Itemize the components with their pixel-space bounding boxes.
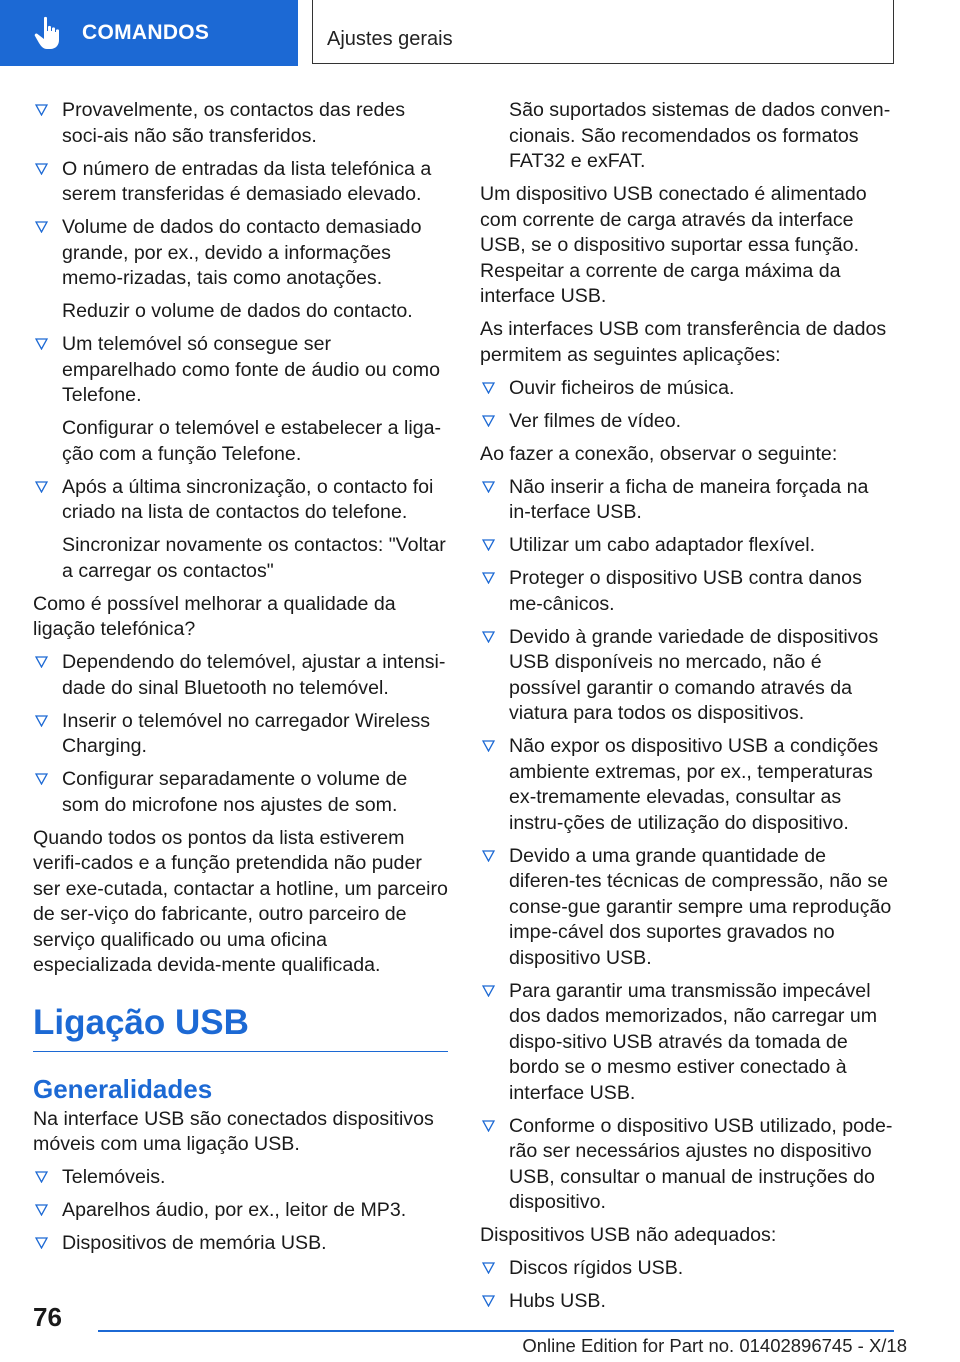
list-item: Não expor os dispositivo USB a condições ambiente extremas, por ex., temperaturas ex‐tremamente elevadas, consultar as instru‐ções de utilização do dispositivo. — [480, 734, 895, 836]
section-heading: Ligação USB — [33, 1003, 448, 1052]
bullet-triangle-icon — [35, 715, 48, 727]
list-item-note: Reduzir o volume de dados do contacto. — [62, 300, 413, 322]
bullet-triangle-icon — [35, 163, 48, 175]
list-item: Devido à grande variedade de dispositivos USB disponíveis no mercado, não é possível garantir o comando através da viatura para todos os dispositivos. — [480, 625, 895, 727]
hand-pointer-icon — [34, 16, 64, 50]
list-item: Devido a uma grande quantidade de diferen‐tes técnicas de compressão, não se conse‐gue garantir sempre uma reprodução impe‐cável dos suportes gravados no dispositivo USB. — [480, 844, 895, 972]
bullet-triangle-icon — [482, 572, 495, 584]
list-item: Dependendo do telemóvel, ajustar a intensi‐dade do sinal Bluetooth no telemóvel. — [33, 650, 448, 701]
chapter-title: COMANDOS — [82, 21, 210, 44]
list-item: Proteger o dispositivo USB contra danos me‐cânicos. — [480, 566, 895, 617]
bullet-triangle-icon — [482, 415, 495, 427]
bullet-triangle-icon — [482, 1295, 495, 1307]
list-item: Discos rígidos USB. — [480, 1256, 895, 1282]
list-item: Inserir o telemóvel no carregador Wireless Charging. — [33, 709, 448, 760]
bullet-triangle-icon — [482, 481, 495, 493]
bullet-triangle-icon — [482, 740, 495, 752]
paragraph: Como é possível melhorar a qualidade da ligação telefónica? — [33, 592, 396, 640]
bullet-triangle-icon — [482, 1262, 495, 1274]
list-item: Volume de dados do contacto demasiado grande, por ex., devido a informações memo‐rizadas, tais como anotações. — [33, 215, 448, 292]
bullet-triangle-icon — [35, 1204, 48, 1216]
bullet-triangle-icon — [35, 1171, 48, 1183]
bullet-triangle-icon — [482, 382, 495, 394]
list-item: Ouvir ficheiros de música. — [480, 376, 895, 402]
bullet-triangle-icon — [482, 631, 495, 643]
list-item: Um telemóvel só consegue ser emparelhado como fonte de áudio ou como Telefone. — [33, 332, 448, 409]
edition-note: Online Edition for Part no. 01402896745 - X/18 — [522, 1335, 907, 1356]
list-item: Telemóveis. — [33, 1165, 448, 1191]
list-item: Dispositivos de memória USB. — [33, 1231, 448, 1257]
paragraph: Ao fazer a conexão, observar o seguinte: — [480, 442, 838, 465]
list-item-note: Configurar o telemóvel e estabelecer a liga‐ção com a função Telefone. — [62, 417, 442, 465]
footer-divider — [98, 1330, 894, 1332]
list-item: Para garantir uma transmissão impecável dos dados memorizados, não carregar um dispo‐sitivo USB através da tomada de bordo se o mesmo estiver conectado à interface USB. — [480, 979, 895, 1107]
bullet-triangle-icon — [35, 104, 48, 116]
list-item: Ver filmes de vídeo. — [480, 409, 895, 435]
bullet-triangle-icon — [35, 1237, 48, 1249]
section-tab — [312, 0, 894, 64]
page-number: 76 — [33, 1302, 62, 1332]
paragraph: Um dispositivo USB conectado é alimentado com corrente de carga através da interface USB, se o dispositivo suportar essa função. Respeitar a corrente de carga máxima da interface USB. — [480, 183, 867, 307]
bullet-triangle-icon — [35, 773, 48, 785]
list-item: Provavelmente, os contactos das redes soci‐ais não são transferidos. — [33, 98, 448, 149]
page-header — [0, 0, 960, 68]
list-item: Aparelhos áudio, por ex., leitor de MP3. — [33, 1198, 448, 1224]
paragraph: As interfaces USB com transferência de dados permitem as seguintes aplicações: — [480, 318, 887, 366]
bullet-triangle-icon — [482, 850, 495, 862]
list-item-note: Sincronizar novamente os contactos: "Voltar a carregar os contactos" — [62, 534, 446, 582]
bullet-triangle-icon — [482, 1120, 495, 1132]
list-item: O número de entradas da lista telefónica a serem transferidas é demasiado elevado. — [33, 157, 448, 208]
list-item: Configurar separadamente o volume de som do microfone nos ajustes de som. — [33, 767, 448, 818]
paragraph: Quando todos os pontos da lista estiverem verifi‐cados e a função pretendida não puder ser exe‐cutada, contactar a hotline, um parceiro de ser‐viço do fabricante, outro parceiro de serviço qualificado ou uma oficina especializada devida‐mente qualificada. — [33, 826, 448, 976]
subsection-heading: Generalidades — [33, 1073, 213, 1104]
chapter-tab — [0, 0, 298, 66]
bullet-triangle-icon — [35, 656, 48, 668]
paragraph: Dispositivos USB não adequados: — [480, 1224, 777, 1246]
list-item: Conforme o dispositivo USB utilizado, pode‐rão ser necessários ajustes no dispositivo USB, consultar o manual de instruções do dispositivo. — [480, 1114, 895, 1216]
list-item-note: São suportados sistemas de dados conven‐cionais. São recomendados os formatos FAT32 e exFAT. — [509, 99, 891, 172]
list-item: Após a última sincronização, o contacto foi criado na lista de contactos do telefone. — [33, 475, 448, 526]
list-item: Hubs USB. — [480, 1289, 895, 1315]
bullet-triangle-icon — [35, 481, 48, 493]
bullet-triangle-icon — [35, 221, 48, 233]
left-column — [33, 98, 448, 1264]
bullet-triangle-icon — [482, 985, 495, 997]
section-title: Ajustes gerais — [327, 28, 453, 50]
bullet-triangle-icon — [482, 539, 495, 551]
paragraph: Na interface USB são conectados dispositivos móveis com uma ligação USB. — [33, 1107, 434, 1155]
list-item: Utilizar um cabo adaptador flexível. — [480, 533, 895, 559]
bullet-triangle-icon — [35, 338, 48, 350]
right-column — [480, 98, 895, 1322]
list-item: Não inserir a ficha de maneira forçada na in‐terface USB. — [480, 475, 895, 526]
